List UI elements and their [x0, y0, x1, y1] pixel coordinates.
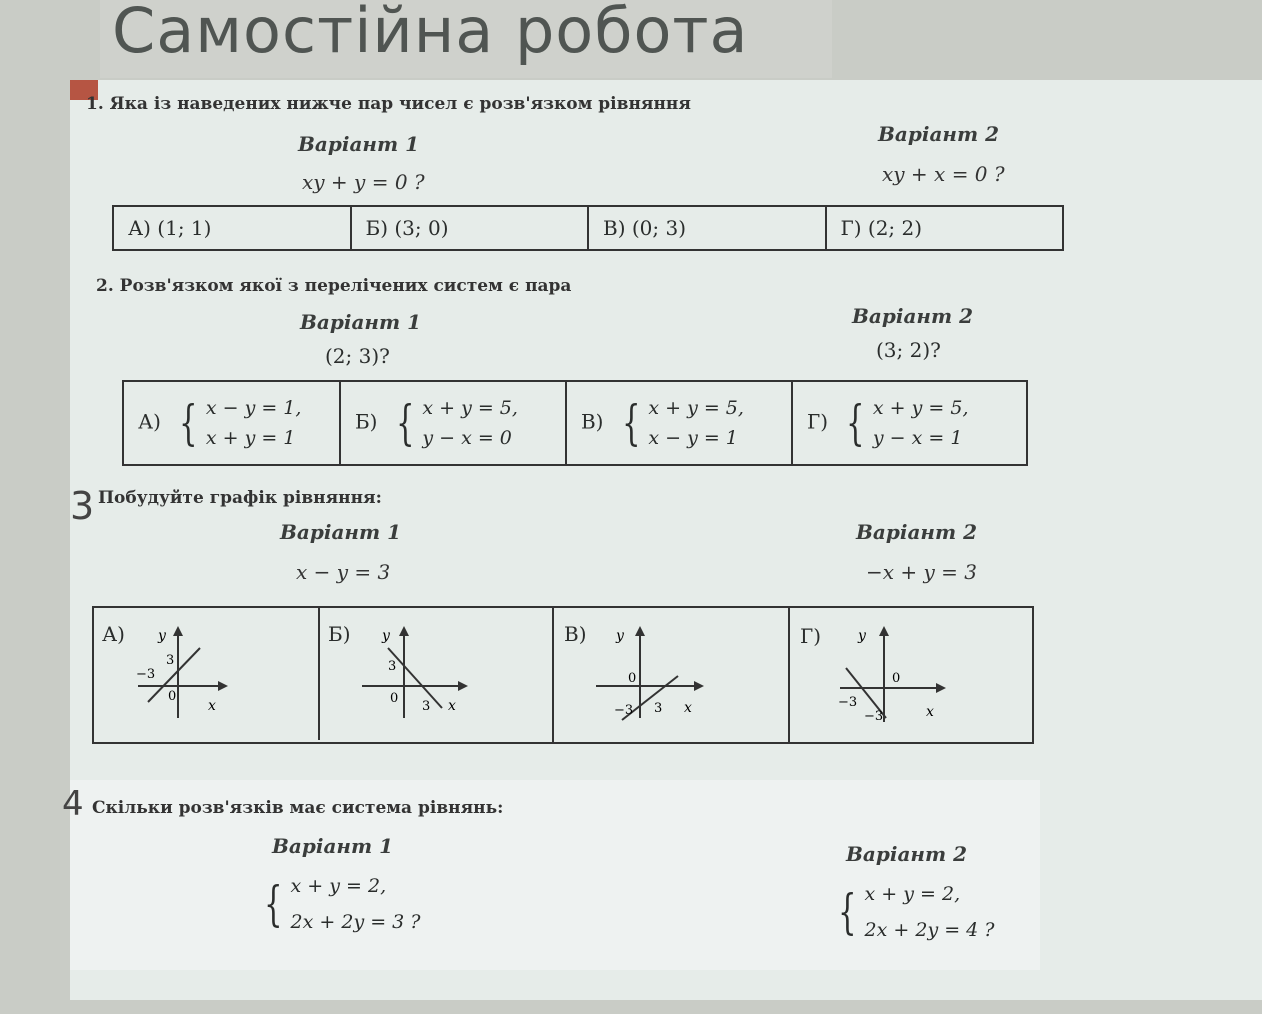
q3-graph-d[interactable] — [834, 618, 954, 728]
q2-answer-a-label: А) — [138, 409, 161, 434]
q2-a-eq1: x − y = 1, — [205, 397, 302, 419]
q3-graph-b[interactable] — [358, 618, 478, 728]
q3-variant-1-equation: x − y = 3 — [296, 560, 391, 584]
q2-c-eq1: x + y = 5, — [648, 397, 744, 419]
y-axis-label: y — [158, 628, 166, 644]
q3-answer-a-label: А) — [102, 622, 125, 646]
q1-answer-d[interactable]: Г) (2; 2) — [826, 206, 1064, 250]
q2-d-eq1: x + y = 5, — [872, 397, 969, 419]
q2-answer-b-label: Б) — [354, 409, 378, 434]
tick-label: −3 — [838, 695, 858, 710]
brace-icon: { — [838, 884, 857, 940]
q1-variant-2-label: Варіант 2 — [878, 122, 1000, 146]
q3-answer-b-label: Б) — [328, 622, 351, 646]
x-axis-label: x — [448, 698, 456, 714]
q3-answer-c-label: В) — [564, 622, 587, 646]
origin-label: 0 — [892, 671, 901, 686]
q4-variant-1-system — [252, 868, 421, 940]
brace-icon: { — [846, 395, 865, 451]
arrow-up-icon — [173, 626, 183, 636]
divider — [318, 606, 320, 740]
q2-d-eq2: y − x = 1 — [872, 427, 963, 449]
q2-answer-table — [122, 380, 1028, 466]
q1-variant-1-label: Варіант 1 — [298, 132, 420, 156]
arrow-up-icon — [879, 626, 889, 636]
q1-answer-a[interactable]: А) (1; 1) — [113, 206, 351, 250]
q4-v1-eq1: x + y = 2, — [290, 875, 387, 897]
q2-variant-2-pair: (3; 2)? — [876, 338, 941, 362]
tick-label: 3 — [166, 653, 175, 668]
q1-variant-1-equation: xy + y = 0 ? — [302, 170, 425, 194]
origin-label: 0 — [168, 689, 177, 704]
tick-label: −3 — [614, 703, 634, 718]
q2-c-eq2: x − y = 1 — [648, 427, 738, 449]
q1-answer-table — [112, 205, 1064, 251]
q2-a-eq2: x + y = 1 — [205, 427, 296, 449]
question-3-number: 3 — [70, 484, 95, 528]
origin-label: 0 — [390, 691, 399, 706]
divider — [552, 606, 554, 742]
x-axis-label: x — [926, 704, 934, 720]
arrow-right-icon — [458, 681, 468, 691]
q3-variant-1-label: Варіант 1 — [280, 520, 402, 544]
q2-answer-a[interactable] — [123, 381, 340, 465]
q1-answer-b[interactable]: Б) (3; 0) — [351, 206, 589, 250]
arrow-up-icon — [635, 626, 645, 636]
q4-variant-1-label: Варіант 1 — [272, 834, 394, 858]
q3-variant-2-label: Варіант 2 — [856, 520, 978, 544]
q1-answer-c[interactable]: В) (0; 3) — [588, 206, 826, 250]
q2-variant-1-label: Варіант 1 — [300, 310, 422, 334]
y-axis-label: y — [382, 628, 390, 644]
q2-variant-1-pair: (2; 3)? — [325, 344, 390, 368]
q4-v2-eq2: 2x + 2y = 4 ? — [864, 919, 995, 941]
arrow-up-icon — [399, 626, 409, 636]
q3-answer-d-label: Г) — [800, 624, 822, 648]
q2-answer-c[interactable] — [566, 381, 792, 465]
q4-v2-eq1: x + y = 2, — [864, 883, 961, 905]
q4-variant-2-system — [826, 876, 995, 948]
y-axis-label: y — [616, 628, 624, 644]
q2-answer-d-label: Г) — [806, 409, 828, 434]
q4-variant-2-label: Варіант 2 — [846, 842, 968, 866]
page-title: Самостійна робота — [112, 0, 749, 67]
q1-variant-2-equation: xy + x = 0 ? — [882, 162, 1005, 186]
arrow-right-icon — [694, 681, 704, 691]
q2-b-eq2: y − x = 0 — [422, 427, 512, 449]
q2-variant-2-label: Варіант 2 — [852, 304, 974, 328]
tick-label: −3 — [136, 667, 156, 682]
tick-label: 3 — [422, 699, 431, 714]
q2-b-eq1: x + y = 5, — [422, 397, 518, 419]
q3-graph-a[interactable] — [130, 618, 240, 728]
origin-label: 0 — [628, 671, 637, 686]
arrow-right-icon — [936, 683, 946, 693]
question-3-text: Побудуйте графік рівняння: — [98, 488, 382, 508]
arrow-right-icon — [218, 681, 228, 691]
question-1-text: 1. Яка із наведених нижче пар чисел є розв'язком рівняння — [86, 94, 691, 114]
q3-graph-c[interactable] — [594, 618, 714, 728]
divider — [788, 606, 790, 744]
y-axis-label: y — [858, 628, 866, 644]
question-4-number: 4 — [62, 784, 84, 824]
tick-label: 3 — [654, 701, 663, 716]
q2-answer-d[interactable] — [792, 381, 1027, 465]
question-4-text: Скільки розв'язків має система рівнянь: — [92, 798, 504, 818]
q4-v1-eq2: 2x + 2y = 3 ? — [290, 911, 421, 933]
brace-icon: { — [264, 876, 283, 932]
tick-label: 3 — [388, 659, 397, 674]
brace-icon: { — [179, 395, 198, 451]
tick-label: −3 — [864, 709, 884, 724]
brace-icon: { — [621, 395, 641, 451]
question-2-text: 2. Розв'язком якої з перелічених систем є пара — [96, 276, 572, 296]
x-axis-label: x — [684, 700, 692, 716]
x-axis-label: x — [208, 698, 216, 714]
q2-answer-c-label: В) — [580, 409, 604, 434]
q2-answer-b[interactable] — [340, 381, 566, 465]
q3-variant-2-equation: −x + y = 3 — [866, 560, 978, 584]
brace-icon: { — [395, 395, 415, 451]
